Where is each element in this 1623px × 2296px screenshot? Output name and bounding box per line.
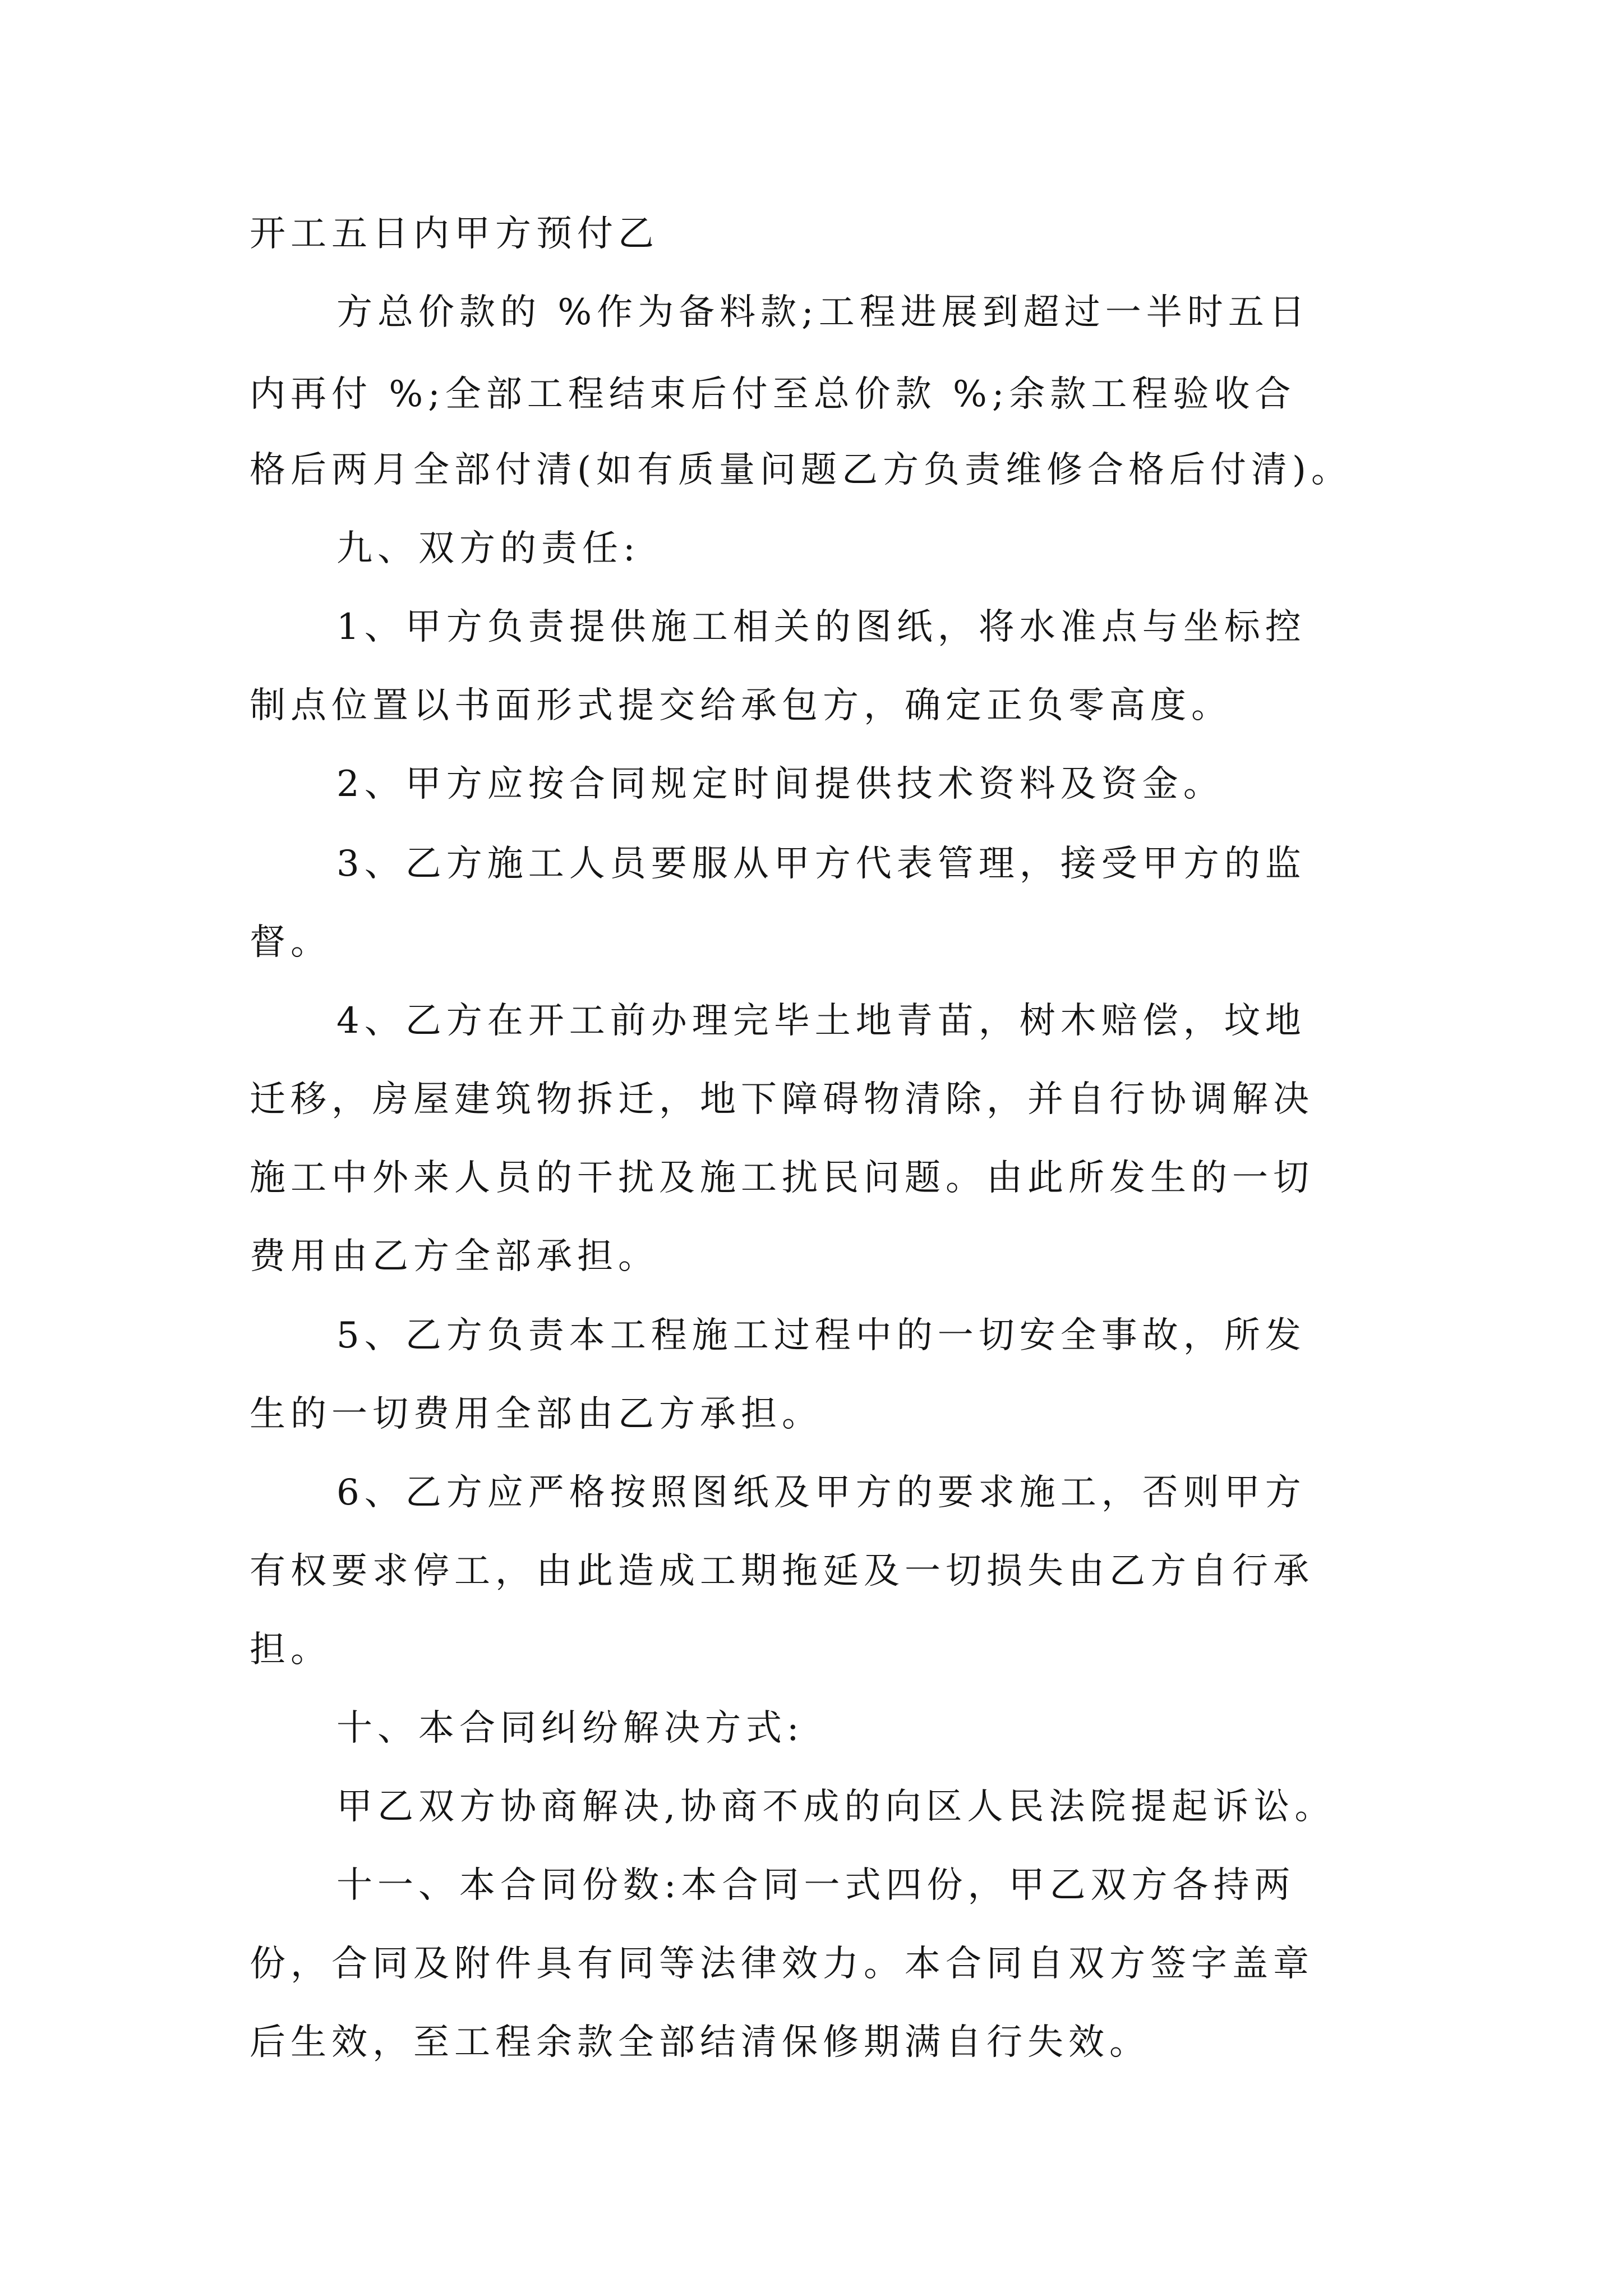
text-line: 有权要求停工，由此造成工期拖延及一切损失由乙方自行承 [250, 1550, 1314, 1592]
text-line: 2、甲方应按合同规定时间提供技术资料及资金。 [336, 763, 1224, 805]
text-line: 份，合同及附件具有同等法律效力。本合同自双方签字盖章 [250, 1943, 1314, 1985]
section-heading: 九、双方的责任: [336, 528, 640, 569]
text-line: 1、甲方负责提供施工相关的图纸，将水准点与坐标控 [336, 606, 1306, 648]
text-line: 费用由乙方全部承担。 [250, 1236, 659, 1277]
text-line: 4、乙方在开工前办理完毕土地青苗，树木赔偿，坟地 [336, 1000, 1306, 1042]
text-line: 施工中外来人员的干扰及施工扰民问题。由此所发生的一切 [250, 1157, 1314, 1199]
text-line: 督。 [250, 922, 331, 963]
text-line: 3、乙方施工人员要服从甲方代表管理，接受甲方的监 [336, 843, 1306, 885]
text-line: 后生效，至工程余款全部结清保修期满自行失效。 [250, 2022, 1150, 2063]
text-line: 十一、本合同份数:本合同一式四份，甲乙双方各持两 [336, 1865, 1295, 1906]
text-line: 迁移，房屋建筑物拆迁，地下障碍物清除，并自行协调解决 [250, 1079, 1314, 1120]
text-line: 制点位置以书面形式提交给承包方，确定正负零高度。 [250, 685, 1232, 726]
text-line: 格后两月全部付清(如有质量问题乙方负责维修合格后付清)。 [250, 449, 1352, 491]
text-line: 内再付 %;全部工程结束后付至总价款 %;余款工程验收合 [250, 374, 1296, 415]
text-line: 5、乙方负责本工程施工过程中的一切安全事故，所发 [336, 1315, 1306, 1356]
text-line: 担。 [250, 1629, 331, 1671]
text-line: 生的一切费用全部由乙方承担。 [250, 1393, 823, 1435]
text-line: 方总价款的 %作为备料款;工程进展到超过一半时五日 [336, 292, 1310, 333]
text-line: 开工五日内甲方预付乙 [250, 213, 659, 255]
text-line: 甲乙双方协商解决,协商不成的向区人民法院提起诉讼。 [336, 1786, 1336, 1828]
section-heading: 十、本合同纠纷解决方式: [336, 1708, 804, 1749]
text-line: 6、乙方应严格按照图纸及甲方的要求施工，否则甲方 [336, 1472, 1306, 1513]
